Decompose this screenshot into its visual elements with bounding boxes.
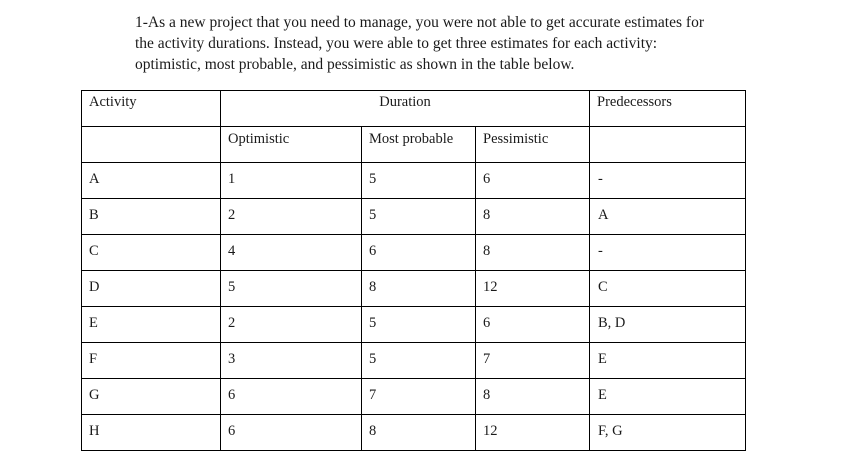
cell-pessimistic: 6 <box>476 307 590 343</box>
cell-activity: D <box>82 271 221 307</box>
table-row <box>82 307 746 343</box>
cell-most-probable: 8 <box>362 415 476 451</box>
problem-statement <box>135 12 775 75</box>
cell-predecessors: B, D <box>590 307 746 343</box>
table-row <box>82 163 746 199</box>
subheader-empty-predecessors <box>590 127 746 163</box>
cell-pessimistic: 8 <box>476 379 590 415</box>
cell-optimistic: 5 <box>221 271 362 307</box>
cell-optimistic: 6 <box>221 379 362 415</box>
intro-line-2: the activity durations. Instead, you were able to get three estimates for each activity: <box>135 35 658 52</box>
table-subheader-row <box>82 127 746 163</box>
cell-pessimistic: 8 <box>476 199 590 235</box>
cell-optimistic: 3 <box>221 343 362 379</box>
cell-most-probable: 5 <box>362 199 476 235</box>
cell-optimistic: 1 <box>221 163 362 199</box>
cell-activity: G <box>82 379 221 415</box>
cell-predecessors: A <box>590 199 746 235</box>
cell-most-probable: 5 <box>362 163 476 199</box>
cell-pessimistic: 12 <box>476 271 590 307</box>
table-row <box>82 235 746 271</box>
cell-pessimistic: 12 <box>476 415 590 451</box>
cell-most-probable: 8 <box>362 271 476 307</box>
cell-predecessors: C <box>590 271 746 307</box>
cell-pessimistic: 8 <box>476 235 590 271</box>
table-row <box>82 379 746 415</box>
table-row <box>82 271 746 307</box>
cell-activity: C <box>82 235 221 271</box>
cell-most-probable: 6 <box>362 235 476 271</box>
subheader-most-probable: Most probable <box>362 127 476 163</box>
table-row <box>82 415 746 451</box>
header-predecessors: Predecessors <box>590 91 746 127</box>
subheader-optimistic: Optimistic <box>221 127 362 163</box>
cell-predecessors: E <box>590 343 746 379</box>
cell-most-probable: 5 <box>362 307 476 343</box>
cell-optimistic: 2 <box>221 199 362 235</box>
subheader-empty-activity <box>82 127 221 163</box>
table-header-row <box>82 91 746 127</box>
cell-most-probable: 5 <box>362 343 476 379</box>
cell-predecessors: F, G <box>590 415 746 451</box>
subheader-pessimistic: Pessimistic <box>476 127 590 163</box>
table-body <box>82 163 746 451</box>
cell-most-probable: 7 <box>362 379 476 415</box>
cell-activity: E <box>82 307 221 343</box>
cell-predecessors: - <box>590 163 746 199</box>
cell-predecessors: E <box>590 379 746 415</box>
cell-activity: H <box>82 415 221 451</box>
cell-optimistic: 4 <box>221 235 362 271</box>
cell-activity: B <box>82 199 221 235</box>
cell-pessimistic: 6 <box>476 163 590 199</box>
cell-optimistic: 2 <box>221 307 362 343</box>
intro-line-3: optimistic, most probable, and pessimistic as shown in the table below. <box>135 56 575 73</box>
intro-line-1: 1-As a new project that you need to manage, you were not able to get accurate estimates for <box>135 14 704 31</box>
header-activity: Activity <box>82 91 221 127</box>
cell-predecessors: - <box>590 235 746 271</box>
table-row <box>82 199 746 235</box>
table-row <box>82 343 746 379</box>
cell-activity: F <box>82 343 221 379</box>
cell-optimistic: 6 <box>221 415 362 451</box>
header-duration: Duration <box>221 91 590 127</box>
activity-duration-table <box>81 90 746 451</box>
cell-pessimistic: 7 <box>476 343 590 379</box>
cell-activity: A <box>82 163 221 199</box>
